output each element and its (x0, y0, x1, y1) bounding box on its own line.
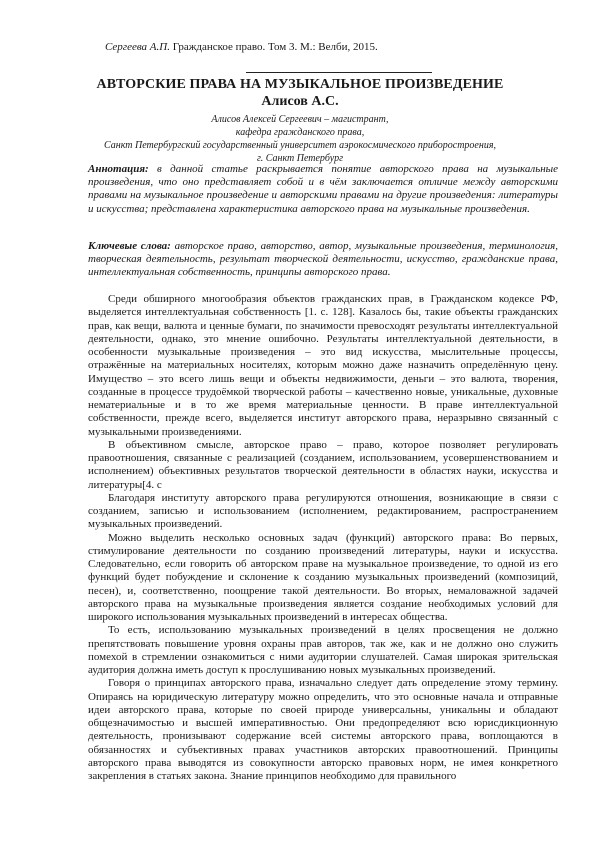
keywords-label: Ключевые слова: (88, 240, 171, 252)
body-paragraph: То есть, использованию музыкальных произведений в целях просвещения не должно препятствовать повышение уровня охраны прав авторов, так же, как и не должно оно служить помехой в стремлении ознакомиться с ними аудитории слушателей. Самая широкая зрительская аудитория должна иметь доступ к прослушиванию новых музыкальных произведений. (88, 624, 558, 676)
title-divider (246, 72, 432, 73)
body-paragraph: Говоря о принципах авторского права, изначально следует дать определение этому термину. Опираясь на юридическую литературу можно определить, что это основные начала и отправные идеи авторского права, которые по своей природе универсальны, уникальны и обладают общезначимостью и высшей императивностью. Они предопределяют всю юрисдикционную деятельность, пронизывают содержание всей системы авторского права, воплощаются в обязанностях и субъективных правах участников авторских правоотношений. Принципы авторского права выводятся из совокупности авторско правовых норм, не имея конкретного закрепления в статьях закона. Знание принципов необходимо для правильного (88, 677, 558, 782)
affiliation-line: кафедра гражданского права, (235, 127, 365, 138)
affiliation-line: г. Санкт Петербург (256, 153, 344, 164)
abstract (88, 163, 558, 216)
abstract-text: в данной статье раскрывается понятие авторского права на музыкальные произведения, что оно представляет собой и в чём заключается отличие между авторскими правами на музыкальное произведение и авторскими правами на другие произведения: литературы и искусства; представлена характеристика авторского права на музыкальные произведения. (88, 163, 558, 215)
body-paragraph: В объективном смысле, авторское право – право, которое позволяет регулировать правоотношения, связанные с реализацией (созданием, использованием, усовершенствованием и исполнением) объективных результатов творческой деятельности в областях науки, искусства и литературы[4. с (88, 438, 558, 491)
affiliation-line: Алисов Алексей Сергеевич – магистрант, (211, 114, 389, 125)
keywords-text: авторское право, авторство, автор, музыкальные произведения, терминология, творческая деятельность, результат творческой деятельности, искусство, гражданские права, интеллектуальная собственность, принципы авторского права. (88, 240, 559, 279)
citation-line (105, 40, 525, 54)
article-body (88, 293, 558, 783)
author-affiliation (60, 113, 540, 165)
article-title: АВТОРСКИЕ ПРАВА НА МУЗЫКАЛЬНОЕ ПРОИЗВЕДЕНИЕ (96, 77, 504, 92)
citation-author: Сергеева А.П. (105, 41, 170, 53)
citation-source: Гражданское право. Том 3. М.: Велби, 2015. (172, 41, 378, 53)
article-author: Алисов А.С. (261, 94, 339, 109)
abstract-label: Аннотация: (88, 163, 149, 175)
body-paragraph: Благодаря институту авторского права регулируются отношения, возникающие в связи с созданием, записью и использованием (исполнением, редактированием, распространением музыкальных произведений. (88, 491, 558, 531)
keywords (88, 240, 558, 280)
affiliation-line: Санкт Петербургский государственный университет аэрокосмического приборостроения, (104, 140, 496, 151)
body-paragraph: Среди обширного многообразия объектов гражданских прав, в Гражданском кодексе РФ, выделяется интеллектуальная собственность [1. с. 128]. Казалось бы, такие объекты гражданских прав, как вещи, валюта и ценные бумаги, по значимости превосходят результаты интеллектуальной деятельности, однако, это мнение ошибочно. Результаты интеллектуальной деятельности, в особенности музыкальные произведения – это вид искусства, мыслительные процессы, отражённые на материальных носителях, которым можно даже назначить определённую цену. Имущество – это всего лишь вещи и объекты недвижимости, деньги – это валюта, творения, созданные в процессе трудоёмкой творческой работы – качественно новые, уникальные, духовные нематериальные и в то же время материальные ценности. В праве интеллектуальной собственности, прежде всего, выделяется институт авторского права, неразрывно связанный с музыкальными произведениями. (88, 293, 558, 438)
body-paragraph: Можно выделить несколько основных задач (функций) авторского права: Во первых, стимулирование деятельности по созданию произведений литературы, науки и искусства. Следовательно, если говорить об авторском праве на музыкальное произведение, то одной из его функций будет побуждение и склонение к созданию музыкальных произведений (композиций, песен), и, соответственно, поощрение такой деятельности. Во вторых, немаловажной задачей авторского права на музыкальные произведения является создание необходимых условий для широкого использования музыкальных произведений в интересах общества. (88, 531, 558, 623)
